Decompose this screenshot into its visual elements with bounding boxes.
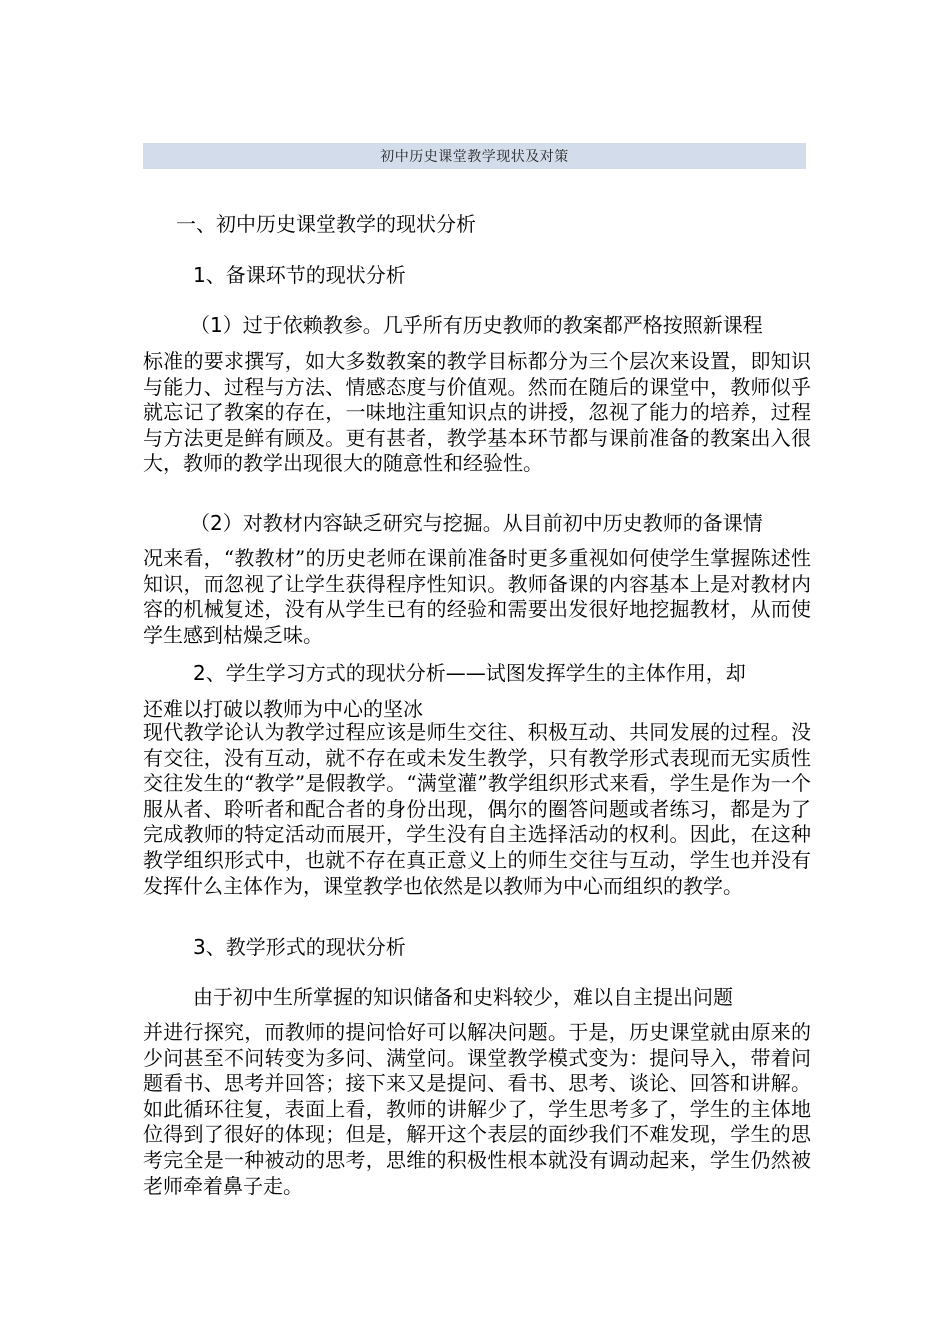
- paragraph-2-body: 况来看，“教教材”的历史老师在课前准备时更多重视如何使学生掌握陈述性知识，而忽视了让学生获得程序性知识。教师备课的内容基本上是对教材内容的机械复述，没有从学生已有的经验和需要出发很好地挖掘教材，从而使学生感到枯燥乏味。: [143, 546, 811, 647]
- subsection-heading-3: 3、教学形式的现状分析: [193, 935, 406, 959]
- paragraph-4-first-line: 由于初中生所掌握的知识储备和史料较少，难以自主提出问题: [193, 985, 733, 1009]
- document-title: 初中历史课堂教学现状及对策: [380, 149, 569, 165]
- paragraph-1-first-line: （1）过于依赖教参。几乎所有历史教师的教案都严格按照新课程: [190, 313, 763, 337]
- subsection-heading-2-line1: 2、学生学习方式的现状分析——试图发挥学生的主体作用，却: [193, 661, 746, 685]
- paragraph-3-body: 现代教学论认为教学过程应该是师生交往、积极互动、共同发展的过程。没有交往，没有互动，就不存在或未发生教学，只有教学形式表现而无实质性交往发生的“教学”是假教学。“满堂灌”教学组织形式来看，学生是作为一个服从者、聆听者和配合者的身份出现，偶尔的圈答问题或者练习，都是为了完成教师的特定活动而展开，学生没有自主选择活动的权利。因此，在这种教学组织形式中，也就不存在真正意义上的师生交往与互动，学生也并没有发挥什么主体作为，课堂教学也依然是以教师为中心而组织的教学。: [143, 720, 811, 898]
- document-title-band: [143, 143, 806, 169]
- paragraph-2-first-line: （2）对教材内容缺乏研究与挖掘。从目前初中历史教师的备课情: [190, 511, 763, 535]
- paragraph-4-body: 并进行探究，而教师的提问恰好可以解决问题。于是，历史课堂就由原来的少问甚至不问转变为多问、满堂问。课堂教学模式变为：提问导入，带着问题看书、思考并回答；接下来又是提问、看书、思考、谈论、回答和讲解。如此循环往复，表面上看，教师的讲解少了，学生思考多了，学生的主体地位得到了很好的体现；但是，解开这个表层的面纱我们不难发现，学生的思考完全是一种被动的思考，思维的积极性根本就没有调动起来，学生仍然被老师牵着鼻子走。: [143, 1020, 811, 1198]
- paragraph-1-body: 标准的要求撰写，如大多数教案的教学目标都分为三个层次来设置，即知识与能力、过程与方法、情感态度与价值观。然而在随后的课堂中，教师似乎就忘记了教案的存在，一味地注重知识点的讲授，忽视了能力的培养，过程与方法更是鲜有顾及。更有甚者，教学基本环节都与课前准备的教案出入很大，教师的教学出现很大的随意性和经验性。: [143, 349, 811, 476]
- subsection-heading-1: 1、备课环节的现状分析: [193, 263, 406, 287]
- subsection-heading-2-line2: 还难以打破以教师为中心的坚冰: [143, 697, 423, 721]
- section-heading-1: 一、初中历史课堂教学的现状分析: [176, 212, 476, 236]
